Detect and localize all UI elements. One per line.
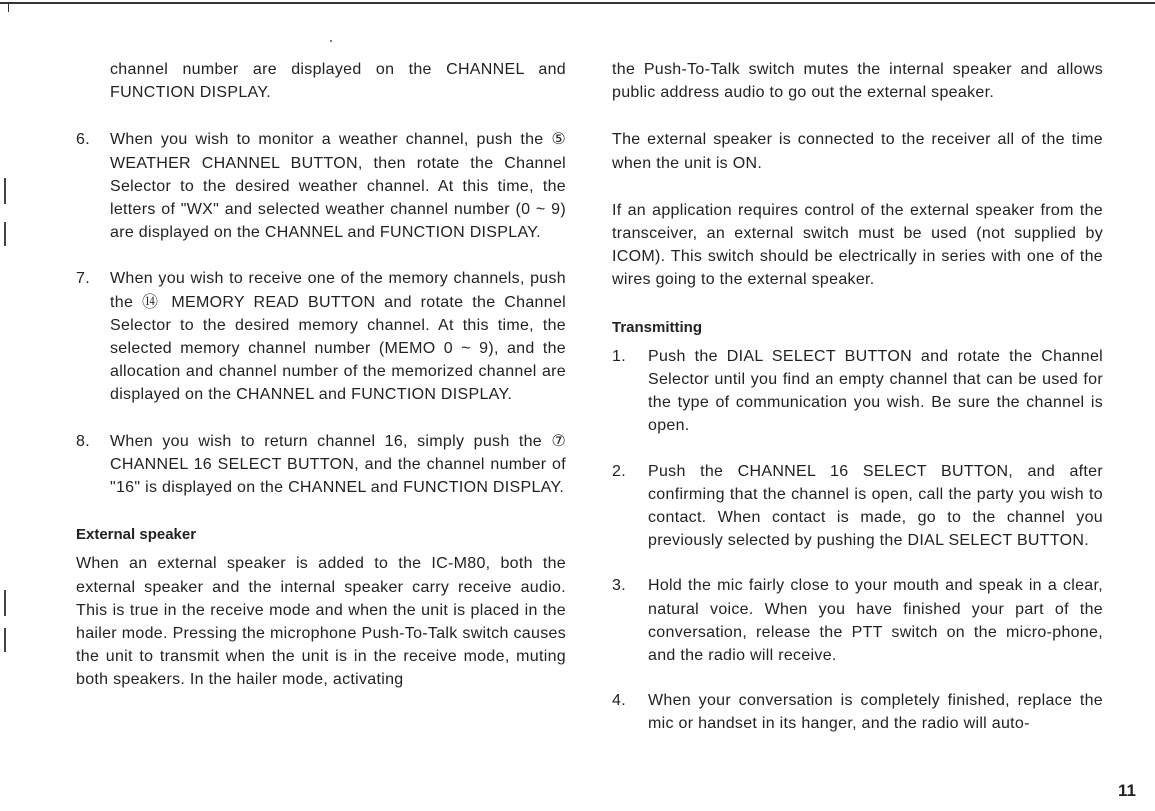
margin-mark — [4, 178, 6, 204]
list-item — [76, 430, 566, 500]
margin-mark — [4, 628, 6, 652]
scan-speck — [330, 40, 332, 42]
paragraph: The external speaker is connected to the receiver all of the time when the unit is ON. — [612, 131, 1103, 172]
item-text: Push the DIAL SELECT BUTTON and rotate the Channel Selector until you find an empty channel that can be used for the type of communication you wish. Be sure the channel is open. — [648, 347, 1103, 435]
list-item — [76, 128, 566, 244]
item-text: When you wish to receive one of the memory channels, push the ⑭ MEMORY READ BUTTON and rotate the Channel Selector to the desired memory channel. At this time, the selected memory channel number (MEMO 0 ~ 9), and the allocation and channel number of the memorized channel are displayed on the CHANNEL and FUNCTION DISPLAY. — [110, 270, 566, 404]
item-text: Push the CHANNEL 16 SELECT BUTTON, and after confirming that the channel is open, call the party you wish to contact. When contact is made, go to the channel you previously selected by pushing the DIAL SELECT BUTTON. — [648, 462, 1103, 550]
right-column — [612, 58, 1103, 736]
corner-tick — [8, 4, 9, 12]
item-number: 4. — [612, 692, 626, 710]
list-item — [612, 574, 1103, 667]
list-item — [612, 345, 1103, 438]
continued-paragraph: channel number are displayed on the CHANNEL and FUNCTION DISPLAY. — [110, 61, 566, 102]
item-number: 3. — [612, 577, 626, 595]
list-item — [76, 267, 566, 406]
margin-mark — [4, 590, 6, 616]
item-number: 7. — [76, 270, 90, 288]
list-item — [612, 460, 1103, 553]
item-number: 2. — [612, 462, 626, 480]
section-heading: Transmitting — [612, 318, 703, 336]
item-text: When your conversation is completely finished, replace the mic or handset in its hanger, and the radio will auto- — [648, 692, 1103, 733]
margin-mark — [4, 222, 6, 246]
section-heading: External speaker — [76, 526, 197, 544]
item-number: 8. — [76, 432, 90, 450]
top-border-line — [0, 2, 1155, 4]
item-text: When you wish to monitor a weather channel, push the ⑤ WEATHER CHANNEL BUTTON, then rotate the Channel Selector to the desired weather channel. At this time, the letters of "WX" and selected weather channel number (0 ~ 9) are displayed on the CHANNEL and FUNCTION DISPLAY. — [110, 131, 566, 242]
left-column — [76, 58, 566, 692]
list-item — [612, 689, 1103, 735]
continued-paragraph: the Push-To-Talk switch mutes the internal speaker and allows public address audio to go out the external speaker. — [612, 61, 1103, 102]
item-text: When you wish to return channel 16, simply push the ⑦ CHANNEL 16 SELECT BUTTON, and the channel number of "16" is displayed on the CHANNEL and FUNCTION DISPLAY. — [110, 432, 566, 497]
paragraph: If an application requires control of the external speaker from the transceiver, an external switch must be used (not supplied by ICOM). This switch should be electrically in series with one of the wires going to the external speaker. — [612, 201, 1103, 289]
page-number: 11 — [1118, 781, 1136, 800]
item-number: 1. — [612, 347, 626, 365]
section-paragraph: When an external speaker is added to the IC-M80, both the external speaker and the internal speaker carry receive audio. This is true in the receive mode and when the unit is placed in the hailer mode. Pressing the microphone Push-To-Talk switch causes the unit to transmit when the unit is in the receive mode, muting both speakers. In the hailer mode, activating — [76, 555, 566, 689]
item-number: 6. — [76, 131, 90, 149]
item-text: Hold the mic fairly close to your mouth and speak in a clear, natural voice. When you have finished your part of the conversation, release the PTT switch on the micro-phone, and the radio will receive. — [648, 577, 1103, 665]
